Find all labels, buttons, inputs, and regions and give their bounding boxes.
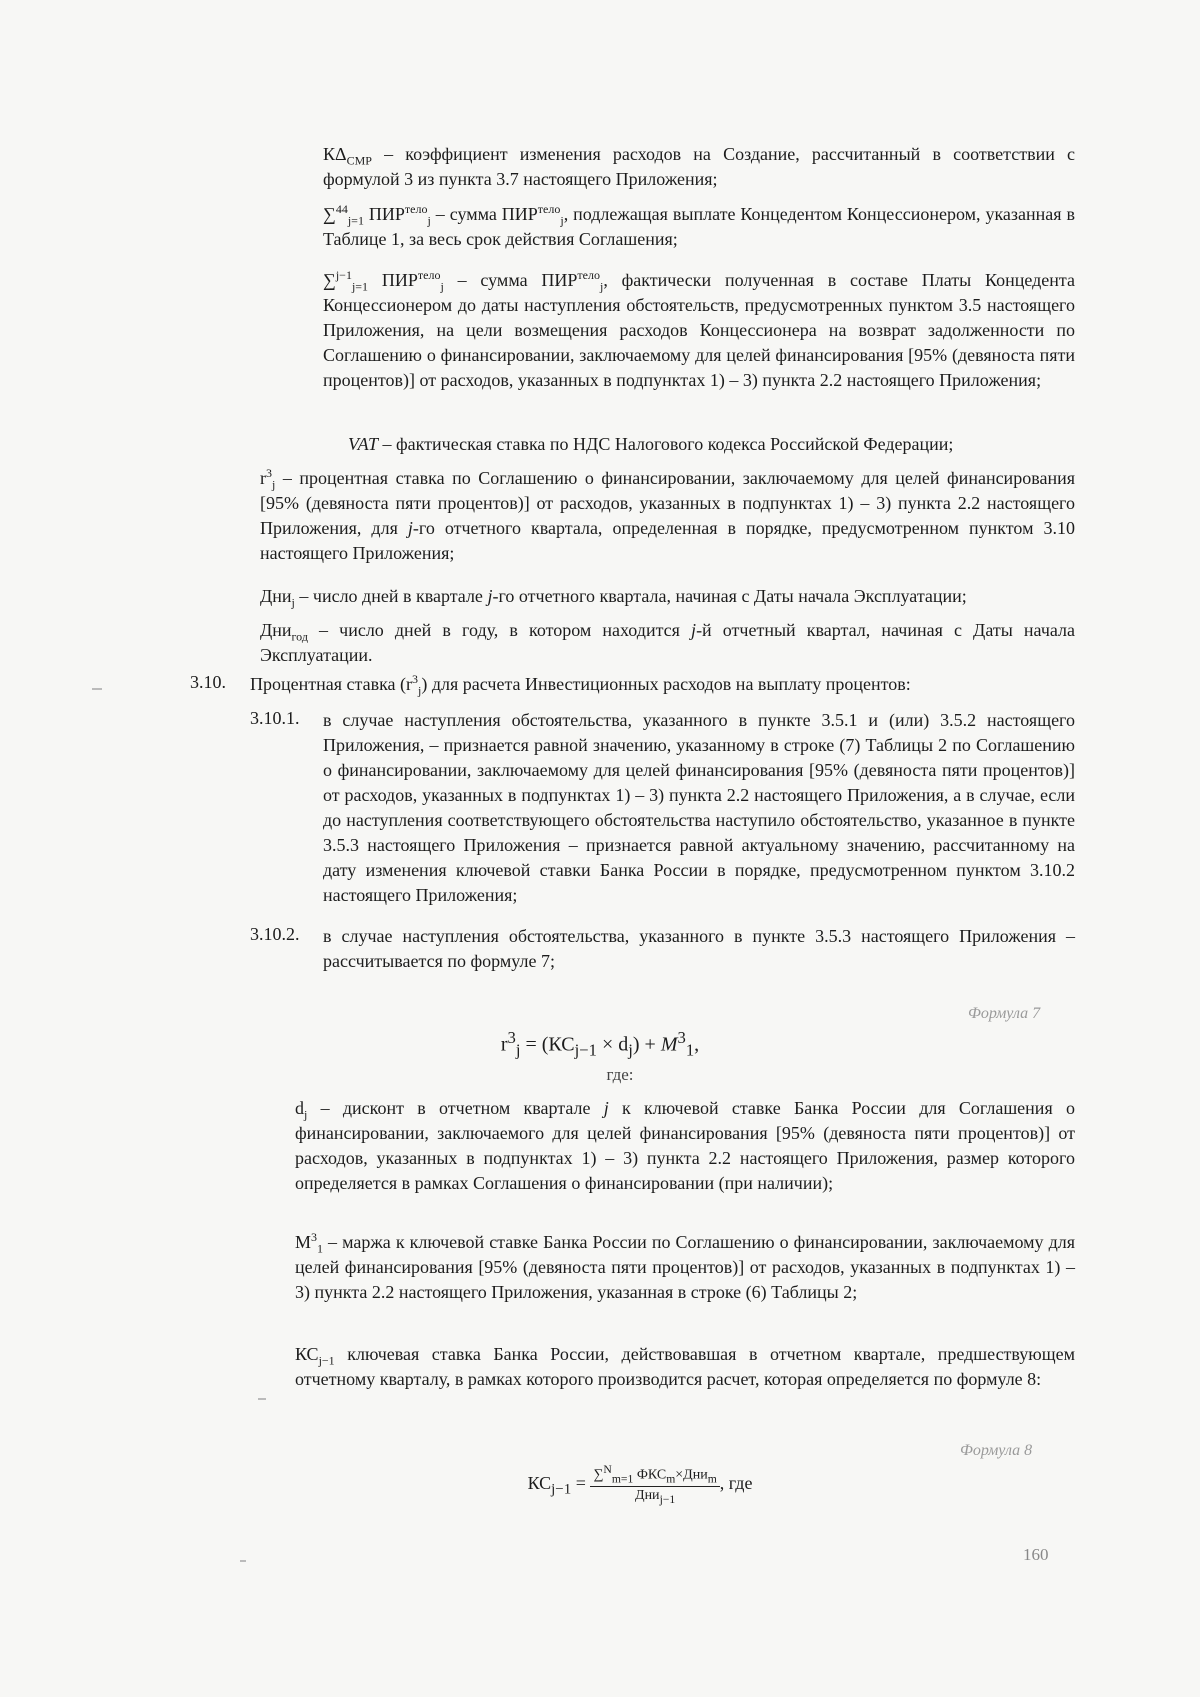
definition-kc: [295, 1342, 1075, 1392]
definition-symbol: $К\Delta_{СМР}$: [323, 144, 372, 168]
formula-7-label: Формула 7: [968, 1005, 1041, 1022]
definition-sum-pir-received: [323, 268, 1075, 393]
scan-speck: [258, 1398, 266, 1400]
definition-vat: [318, 432, 1075, 457]
definition-symbol: $КС_{j-1}$: [295, 1344, 335, 1368]
definition-symbol: Дни$_{год}$: [260, 620, 308, 644]
formula-8-numerator: ∑$^N_{m=1}$ $ФКС_m\times Дни_m$: [590, 1463, 719, 1487]
definition-symbol: Дни$_j$: [260, 586, 295, 610]
definition-symbol: ∑$^{j-1}_{j=1}$ $ПИР^{тело}_j$: [323, 268, 444, 294]
definition-symbol: VAT: [348, 434, 378, 454]
definition-sum-pir-total: [323, 202, 1075, 252]
definition-days-year: [260, 618, 1075, 668]
definition-symbol: ∑$^{44}_{j=1}$ $ПИР^{тело}_j$: [323, 202, 431, 228]
scan-speck: [240, 1560, 246, 1562]
definition-symbol: $r^3_j$: [260, 466, 276, 492]
definition-text: – число дней в году, в котором находится j-й отчетный квартал, начиная с Даты начала Эксплуатации.: [260, 620, 1075, 665]
item-number: 3.10.1.: [250, 708, 300, 728]
definition-text: – фактическая ставка по НДС Налогового кодекса Российской Федерации;: [378, 434, 954, 454]
definition-symbol: $M^3_1$: [295, 1230, 324, 1256]
item-number: 3.10.2.: [250, 924, 300, 944]
definition-m31: [295, 1230, 1075, 1305]
definition-text: – процентная ставка по Соглашению о финансировании, заключаемому для целей финансирования [95% (девяноста пяти процентов)] от расходов, указанных в подпунктах 1) – 3) пункта 2.2 настоящего Приложения, для j-го отчетного квартала, определенная в порядке, предусмотренном пунктом 3.10 настоящего Приложения;: [260, 468, 1075, 563]
definition-dj: [295, 1096, 1075, 1196]
formula-8: [470, 1463, 810, 1506]
item-3-10-1: в случае наступления обстоятельства, указанного в пункте 3.5.1 и (или) 3.5.2 настоящего Приложения, – признается равной значению, указанному в строке (7) Таблицы 2 по Соглашению о финансировании, заключаемому для целей финансирования [95% (девяноста пяти процентов)] от расходов, указанных в подпунктах 1) – 3) пункта 2.2 настоящего Приложения, а в случае, если до наступления соответствующего обстоятельства наступило обстоятельство, указанное в пункте 3.5.3 настоящего Приложения – признается равной актуальному значению, рассчитанному на дату изменения ключевой ставки Банка России в порядке, предусмотренном пунктом 3.10.2 настоящего Приложения;: [323, 710, 1075, 905]
formula-8-label: Формула 8: [960, 1442, 1033, 1459]
item-3-10-2: в случае наступления обстоятельства, указанного в пункте 3.5.3 настоящего Приложения – рассчитывается по формуле 7;: [323, 926, 1075, 971]
formula-7: $r^3_j = (КС_{j-1} \times d_j) + M^3_1$,: [500, 1028, 700, 1060]
definition-text: – маржа к ключевой ставке Банка России по Соглашению о финансировании, заключаемому для целей финансирования [95% (девяноста пяти процентов)] от расходов, указанных в подпунктах 1) – 3) пункта 2.2 настоящего Приложения, указанная в строке (6) Таблицы 2;: [295, 1232, 1075, 1302]
definition-kdelta: [323, 142, 1075, 192]
section-title: Процентная ставка $(r^3_j)$ для расчета Инвестиционных расходов на выплату процентов:: [250, 672, 911, 698]
definition-text: – число дней в квартале j-го отчетного квартала, начиная с Даты начала Эксплуатации;: [294, 586, 967, 606]
definition-text: – сумма $ПИР^{тело}_j$, подлежащая выплате Концедентом Концессионером, указанная в Таблице 1, за весь срок действия Соглашения;: [323, 202, 1075, 249]
formula-8-fraction: [590, 1463, 719, 1506]
definition-text: – дисконт в отчетном квартале j к ключевой ставке Банка России для Соглашения о финансировании, заключаемого для целей финансирования [95% (девяноста пяти процентов)] от расходов, указанных в подпунктах 1) – 3) пункта 2.2 настоящего Приложения, размер которого определяется в рамках Соглашения о финансировании (при наличии);: [295, 1098, 1075, 1193]
definition-text: – коэффициент изменения расходов на Создание, рассчитанный в соответствии с формулой 3 из пункта 3.7 настоящего Приложения;: [323, 144, 1075, 189]
formula-8-denominator: Дни$_{j-1}$: [635, 1488, 676, 1507]
definition-text: – сумма $ПИР^{тело}_j$, фактически полученная в составе Платы Концедента Концессионером до даты наступления обстоятельств, предусмотренных пунктом 3.5 настоящего Приложения, на цели возмещения расходов Концессионера на возврат задолженности по Соглашению о финансировании, заключаемому для целей финансирования [95% (девяноста пяти процентов)] от расходов, указанных в подпунктах 1) – 3) пункта 2.2 настоящего Приложения;: [323, 268, 1075, 390]
formula-8-tail: , где: [719, 1472, 753, 1493]
where-label: где:: [606, 1065, 634, 1084]
definition-symbol: $d_j$: [295, 1098, 308, 1122]
section-number: 3.10.: [190, 672, 226, 692]
scan-speck: [92, 688, 102, 690]
page-number: 160: [1023, 1545, 1049, 1564]
definition-days-quarter: [260, 584, 1075, 609]
definition-text: ключевая ставка Банка России, действовавшая в отчетном квартале, предшествующем отчетному кварталу, в рамках которого производится расчет, которая определяется по формуле 8:: [295, 1344, 1075, 1389]
definition-r3j: [260, 466, 1075, 566]
formula-8-lhs: $КС_{j-1}$ =: [527, 1472, 586, 1498]
